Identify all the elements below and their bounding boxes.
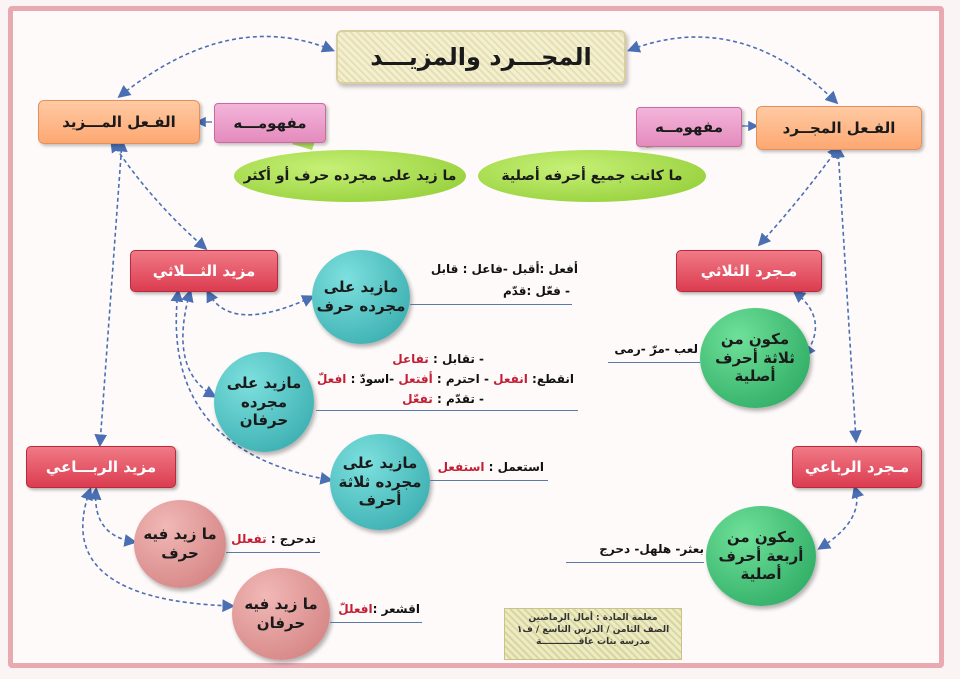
three-root-letters-circle: مكون من ثلاثة أحرف أصلية [700,308,810,408]
concept-left-box: مفهومـــه [214,103,326,143]
mujarrad-verb-box: الفـعل المجــرد [756,106,922,150]
rubai-added-two-circle: ما زيد فيه حرفان [232,568,330,660]
mazid-rubai-box: مزيد الربـــاعي [26,446,176,488]
mazid-definition: ما زيد على مجرده حرف أو أكثر [234,150,466,202]
concept-right-box: مفهومــه [636,107,742,147]
underline [566,562,704,563]
added-three-letters-circle: مازيد على مجرده ثلاثة أحرف [330,434,430,530]
page-title: المجـــرد والمزيـــد [336,30,626,84]
added-two-example-2: انقطع: انفعل - احترم : أفتعل -اسودّ : افعلّ [316,372,574,386]
mazid-verb-box: الفـعل المـــزيد [38,100,200,144]
mujarrad-thulathi-box: مـجرد الثلاثي [676,250,822,292]
link-mujarrad-thulathi [760,148,838,244]
link-rubai-circle4 [820,488,857,548]
mujarrad-rubai-box: مـجرد الرباعي [792,446,922,488]
rubai-added-two-example: اقشعر :افعللّ [338,602,420,616]
underline [330,622,422,623]
thulathi-examples: لعب -مرّ -رمى [614,342,698,356]
underline [226,552,320,553]
underline [410,304,572,305]
underline [316,410,578,411]
link-mazidth-m2 [183,292,214,396]
link-mazid-thulathi [112,142,205,248]
underline [608,362,700,363]
added-one-example-2: - فعّل :قدّم [502,284,570,298]
teacher-signature: معلمة المادة : أمال الرماضين الصف الثامن / الدرس التاسع / ف١ مدرسة بنات عاقــــــــــــة [504,608,682,660]
link-mazid-rubai [100,142,122,444]
four-root-letters-circle: مكون من أربعة أحرف أصلية [706,506,816,606]
link-mazidth-m1 [208,292,312,315]
added-two-example-1: - تقابل : تفاعل [392,352,484,366]
added-one-letter-circle: مازيد على مجرده حرف [312,250,410,344]
link-mujarrad-rubai [838,148,856,440]
added-three-example: استعمل : استفعل [437,460,544,474]
link-title-mazid [120,36,332,96]
rubai-examples: بعثر- هلهل- دحرج [599,542,704,556]
rubai-added-one-circle: ما زيد فيه حرف [134,500,226,588]
underline [430,480,548,481]
mazid-thulathi-box: مزيد الثـــلاثي [130,250,278,292]
added-two-letters-circle: مازيد على مجرده حرفان [214,352,314,452]
link-title-mujarrad [630,37,836,102]
mujarrad-definition: ما كانت جميع أحرفه أصلية [478,150,706,202]
link-mazidrb-r1 [96,490,134,542]
rubai-added-one-example: تدحرج : تفعلل [231,532,316,546]
added-two-example-3: - تقدّم : تفعّل [402,392,484,406]
added-one-example-1: أفعل :أقبل -فاعل : قابل [430,262,578,276]
